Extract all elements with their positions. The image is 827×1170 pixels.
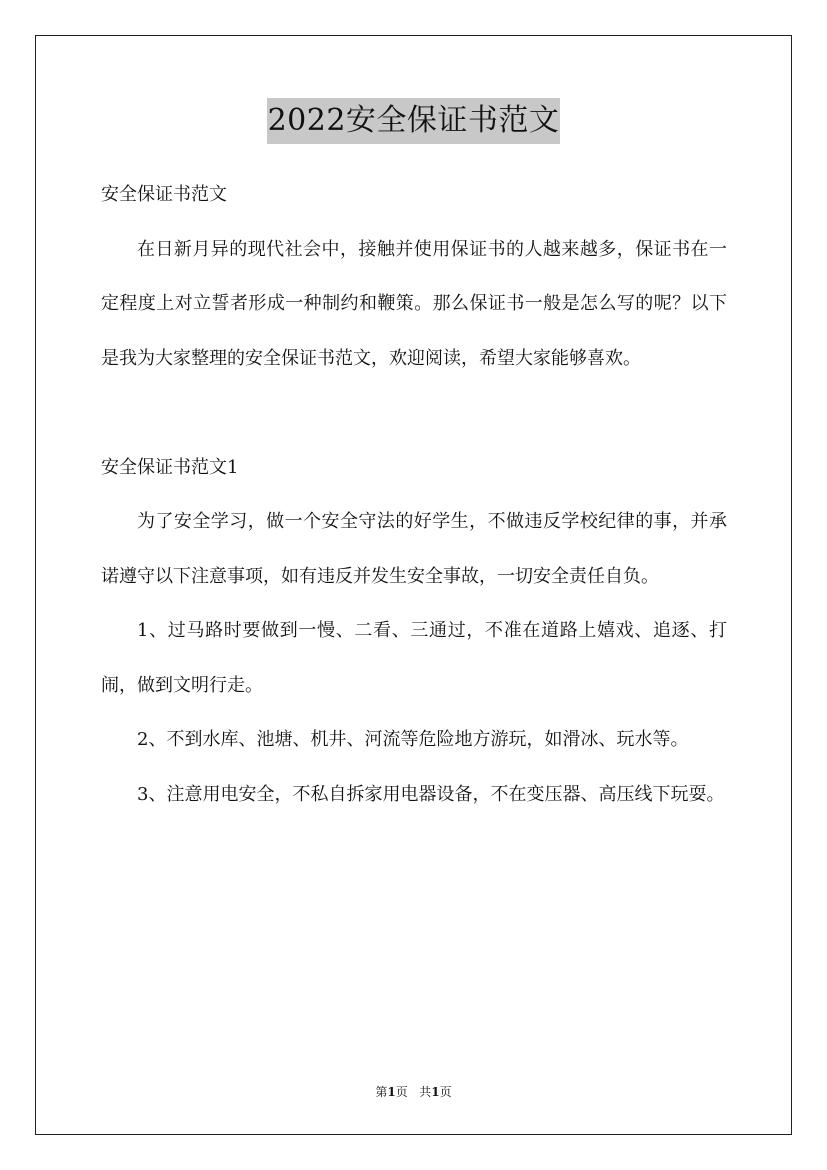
footer-page-number: 1 — [387, 1085, 396, 1099]
section-heading: 安全保证书范文1 — [101, 456, 239, 478]
title-container — [0, 98, 827, 144]
body-paragraph: 3、注意用电安全，不私自拆家用电器设备，不在变压器、高压线下玩耍。 — [137, 783, 725, 805]
body-paragraph: 在日新月异的现代社会中，接触并使用保证书的人越来越多，保证书在一定程度上对立誓者形成一种制约和鞭策。那么保证书一般是怎么写的呢？以下是我为大家整理的安全保证书范文，欢迎阅读，希望大家能够喜欢。 — [101, 238, 727, 369]
footer-page-mid: 页 共 — [395, 1085, 432, 1099]
section-heading: 安全保证书范文 — [101, 184, 227, 205]
paragraph-gap — [101, 386, 727, 441]
document-body — [101, 168, 727, 822]
body-paragraph: 为了安全学习，做一个安全守法的好学生，不做违反学校纪律的事，并承诺遵守以下注意事项，如有违反并发生安全事故，一切安全责任自负。 — [101, 511, 727, 587]
body-paragraph: 2、不到水库、池塘、机井、河流等危险地方游玩，如滑冰、玩水等。 — [137, 729, 689, 750]
footer-page-total: 1 — [431, 1085, 440, 1099]
footer-page-suffix: 页 — [439, 1085, 452, 1099]
body-paragraph: 1、过马路时要做到一慢、二看、三通过，不准在道路上嬉戏、追逐、打闹，做到文明行走。 — [101, 620, 727, 696]
page-footer — [0, 1083, 827, 1101]
document-title: 2022安全保证书范文 — [267, 98, 561, 144]
footer-page-prefix: 第 — [375, 1085, 388, 1099]
